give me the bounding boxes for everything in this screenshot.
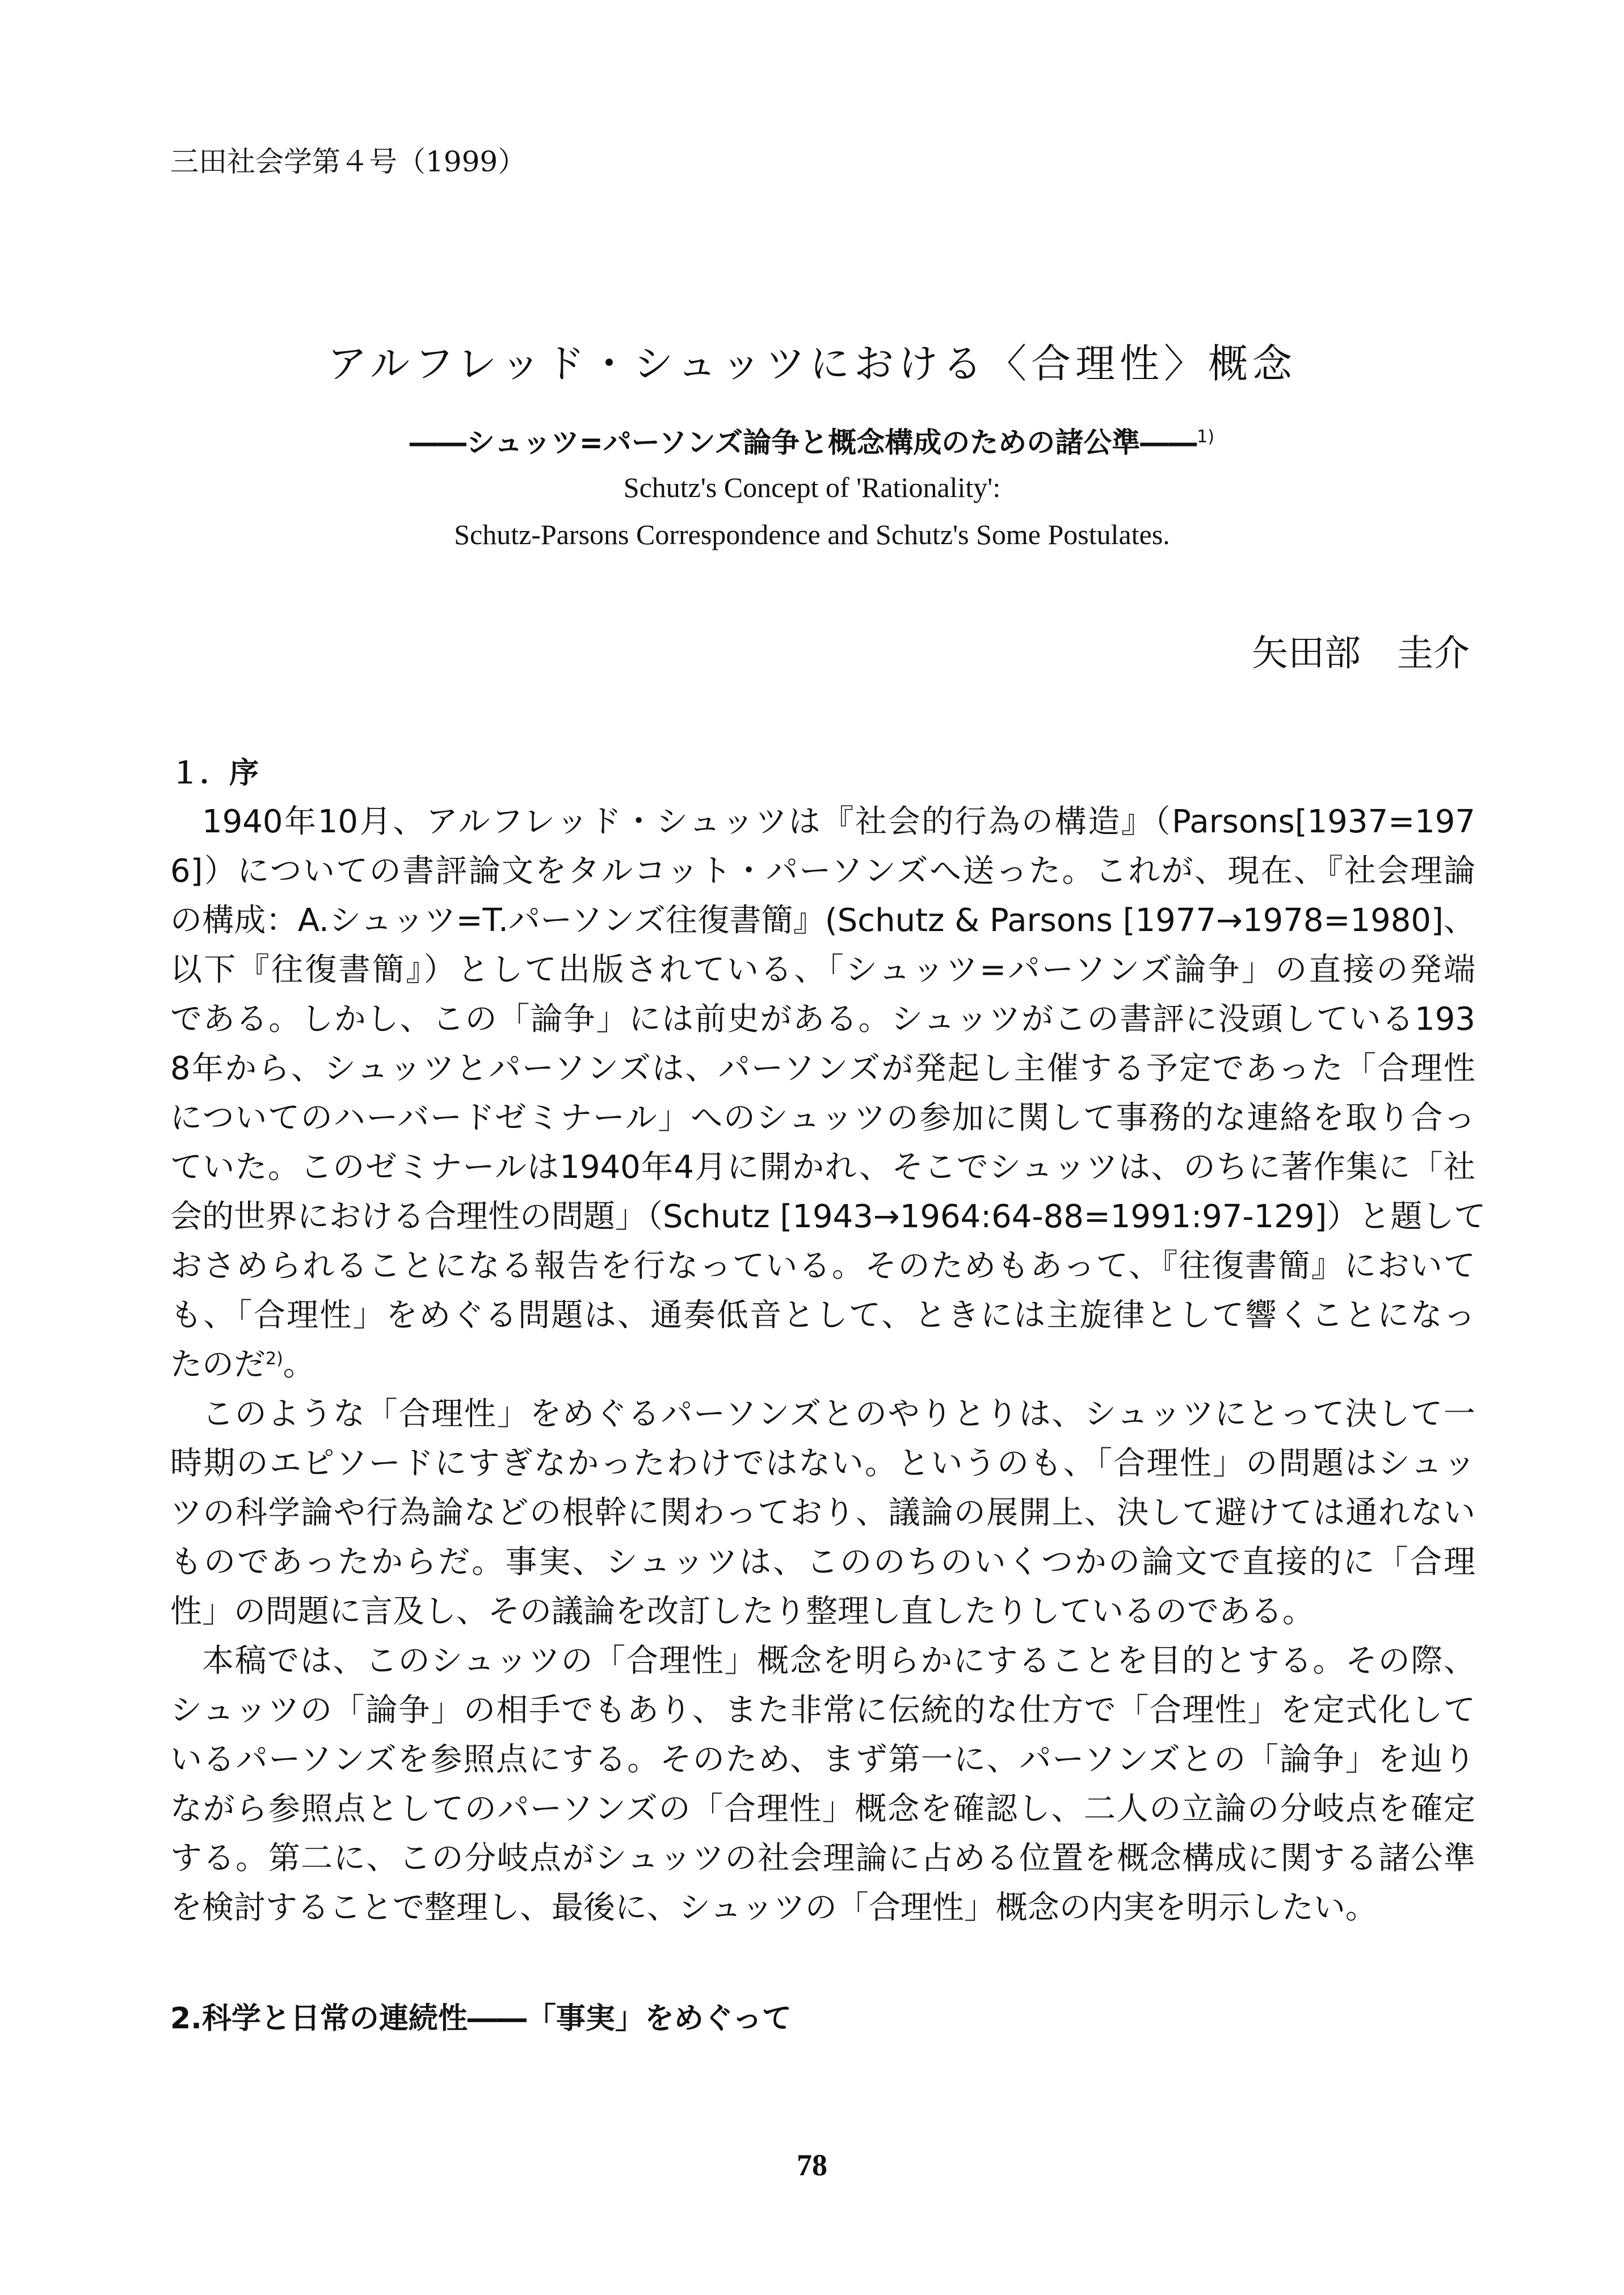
section-heading-1: １．序	[170, 756, 259, 790]
text-line: 6]）についての書評論文をタルコット・パーソンズへ送った。これが、現在、『社会理論	[170, 853, 1475, 890]
text-line: である。しかし、この「論争」には前史がある。シュッツがこの書評に没頭している193	[170, 1001, 1475, 1038]
paper-title: アルフレッド・シュッツにおける〈合理性〉概念	[327, 340, 1297, 387]
section-heading-2: 2.科学と日常の連続性――「事実」をめぐって	[170, 2002, 792, 2036]
text-line: 会的世界における合理性の問題」（Schutz [1943→1964:64-88=1991:97-129]）と題して	[170, 1198, 1486, 1235]
english-title-line-1: Schutz's Concept of 'Rationality':	[623, 471, 1001, 503]
text-line: シュッツの「論争」の相手でもあり、また非常に伝統的な仕方で「合理性」を定式化して	[170, 1692, 1475, 1729]
footnote-ref[interactable]: 2)	[266, 1349, 283, 1369]
text-line: このような「合理性」をめぐるパーソンズとのやりとりは、シュッツにとって決して一	[202, 1396, 1475, 1433]
text-line: 時期のエピソードにすぎなかったわけではない。というのも、「合理性」の問題はシュッ	[170, 1445, 1475, 1482]
text-line: ていた。このゼミナールは1940年4月に開かれ、そこでシュッツは、のちに著作集に「社	[170, 1149, 1475, 1186]
text-line: についてのハーバードゼミナール」へのシュッツの参加に関して事務的な連絡を取り合っ	[170, 1100, 1475, 1136]
text-line: おさめられることになる報告を行なっている。そのためもあって、『往復書簡』において	[170, 1248, 1475, 1285]
paper-subtitle	[0, 420, 1624, 461]
text-line: 8年から、シュッツとパーソンズは、パーソンズが発起し主催する予定であった「合理性	[170, 1050, 1475, 1087]
text-line: 本稿では、このシュッツの「合理性」概念を明らかにすることを目的とする。その際、	[202, 1643, 1475, 1679]
english-title-line-2: Schutz-Parsons Correspondence and Schutz's Some Postulates.	[454, 519, 1170, 550]
text-line: の構成：A.シュッツ=T.パーソンズ往復書簡』(Schutz & Parsons [1977→1978=1980]、	[170, 902, 1475, 939]
body-text	[170, 797, 1486, 1932]
text-line: いるパーソンズを参照点にする。そのため、まず第一に、パーソンズとの「論争」を辿り	[170, 1741, 1475, 1778]
text-line: 1940年10月、アルフレッド・シュッツは『社会的行為の構造』（Parsons[1937=197	[202, 803, 1475, 840]
text-line	[170, 1340, 1475, 1389]
text-fragment: たのだ	[170, 1346, 266, 1383]
text-line: 以下『往復書簡』）として出版されている、「シュッツ=パーソンズ論争」の直接の発端	[170, 951, 1475, 988]
text-line: ツの科学論や行為論などの根幹に関わっており、議論の展開上、決して避けては通れない	[170, 1494, 1475, 1531]
page-number: 78	[797, 2148, 827, 2182]
text-line: 性」の問題に言及し、その議論を改訂したり整理し直したりしているのである。	[170, 1593, 1314, 1630]
text-line: ながら参照点としてのパーソンズの「合理性」概念を確認し、二人の立論の分岐点を確定	[170, 1791, 1475, 1827]
author-name: 矢田部 圭介	[1252, 633, 1470, 675]
text-line: ものであったからだ。事実、シュッツは、こののちのいくつかの論文で直接的に「合理	[170, 1544, 1475, 1581]
subtitle-text: ――シュッツ=パーソンズ論争と概念構成のための諸公準――	[409, 426, 1197, 459]
text-line: を検討することで整理し、最後に、シュッツの「合理性」概念の内実を明示したい。	[170, 1889, 1377, 1926]
text-fragment: 。	[283, 1346, 315, 1383]
text-line: も、「合理性」をめぐる問題は、通奏低音として、ときには主旋律として響くことになっ	[170, 1297, 1475, 1334]
text-line: する。第二に、この分岐点がシュッツの社会理論に占める位置を概念構成に関する諸公準	[170, 1840, 1475, 1877]
subtitle-footnote-ref: 1)	[1197, 427, 1215, 447]
journal-header: 三田社会学第４号（1999）	[170, 145, 527, 178]
